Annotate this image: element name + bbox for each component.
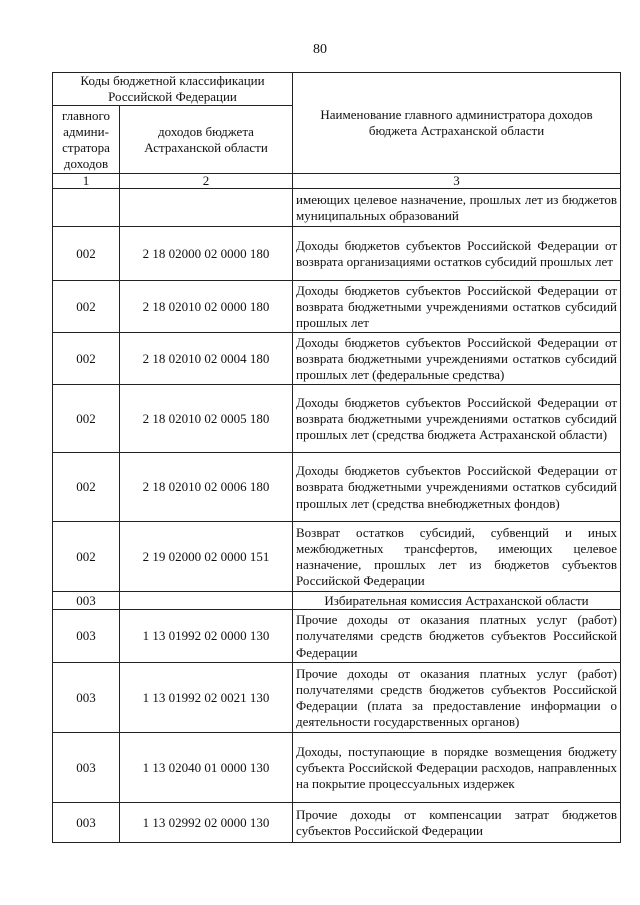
table-row — [53, 522, 621, 592]
admin-code — [53, 189, 120, 227]
income-name: Доходы бюджетов субъектов Российской Федерации от возврата бюджетными учреждениями остатков субсидий прошлых лет (федеральные средства) — [293, 333, 621, 385]
budget-codes-table — [52, 72, 621, 843]
admin-code: 003 — [53, 592, 120, 610]
admin-code: 003 — [53, 803, 120, 843]
table-row — [53, 733, 621, 803]
income-code: 2 18 02010 02 0004 180 — [120, 333, 293, 385]
table-row — [53, 333, 621, 385]
header-name-column: Наименование главного администратора доходов бюджета Астраханской области — [293, 73, 621, 174]
income-name: Избирательная комиссия Астраханской области — [293, 592, 621, 610]
income-code: 2 19 02000 02 0000 151 — [120, 522, 293, 592]
column-number-2: 2 — [120, 174, 293, 189]
income-code: 1 13 02040 01 0000 130 — [120, 733, 293, 803]
income-code: 2 18 02010 02 0000 180 — [120, 281, 293, 333]
header-number-row — [53, 174, 621, 189]
income-name: Доходы бюджетов субъектов Российской Федерации от возврата бюджетными учреждениями остатков субсидий прошлых лет — [293, 281, 621, 333]
header-codes-group: Коды бюджетной классификации Российской Федерации — [53, 73, 293, 106]
admin-code: 003 — [53, 733, 120, 803]
table-row — [53, 592, 621, 610]
income-name: Возврат остатков субсидий, субвенций и иных межбюджетных трансфертов, имеющих целевое назначение, прошлых лет из бюджетов субъектов Российской Федерации — [293, 522, 621, 592]
column-number-3: 3 — [293, 174, 621, 189]
admin-code: 002 — [53, 385, 120, 453]
admin-code: 002 — [53, 453, 120, 522]
table-row — [53, 803, 621, 843]
table-row — [53, 453, 621, 522]
income-name: имеющих целевое назначение, прошлых лет из бюджетов муниципальных образований — [293, 189, 621, 227]
table-row — [53, 610, 621, 663]
table-row — [53, 281, 621, 333]
page-number: 80 — [313, 42, 327, 57]
header-income-code-column: доходов бюджета Астраханской области — [120, 106, 293, 174]
income-code: 2 18 02000 02 0000 180 — [120, 227, 293, 281]
table-row — [53, 189, 621, 227]
income-name: Прочие доходы от компенсации затрат бюджетов субъектов Российской Федерации — [293, 803, 621, 843]
income-name: Доходы бюджетов субъектов Российской Федерации от возврата организациями остатков субсидий прошлых лет — [293, 227, 621, 281]
income-name: Доходы бюджетов субъектов Российской Федерации от возврата бюджетными учреждениями остатков субсидий прошлых лет (средства внебюджетных фондов) — [293, 453, 621, 522]
admin-code: 003 — [53, 610, 120, 663]
table-row — [53, 663, 621, 733]
income-code: 1 13 01992 02 0000 130 — [120, 610, 293, 663]
admin-code: 003 — [53, 663, 120, 733]
admin-code: 002 — [53, 281, 120, 333]
table-row — [53, 227, 621, 281]
header-admin-column: главного админи-стратора доходов — [53, 106, 120, 174]
header-row-group — [53, 73, 621, 106]
income-name: Доходы бюджетов субъектов Российской Федерации от возврата бюджетными учреждениями остатков субсидий прошлых лет (средства бюджета Астраханской области) — [293, 385, 621, 453]
income-name: Доходы, поступающие в порядке возмещения бюджету субъекта Российской Федерации расходов, направленных на покрытие процессуальных издержек — [293, 733, 621, 803]
income-code — [120, 592, 293, 610]
income-code — [120, 189, 293, 227]
admin-code: 002 — [53, 522, 120, 592]
income-code: 2 18 02010 02 0006 180 — [120, 453, 293, 522]
income-code: 1 13 01992 02 0021 130 — [120, 663, 293, 733]
income-code: 1 13 02992 02 0000 130 — [120, 803, 293, 843]
table-row — [53, 385, 621, 453]
income-name: Прочие доходы от оказания платных услуг (работ) получателями средств бюджетов субъектов Российской Федерации — [293, 610, 621, 663]
column-number-1: 1 — [53, 174, 120, 189]
income-code: 2 18 02010 02 0005 180 — [120, 385, 293, 453]
admin-code: 002 — [53, 227, 120, 281]
income-name: Прочие доходы от оказания платных услуг (работ) получателями средств бюджетов субъектов Российской Федерации (плата за предоставление информации о деятельности государственных органов) — [293, 663, 621, 733]
admin-code: 002 — [53, 333, 120, 385]
